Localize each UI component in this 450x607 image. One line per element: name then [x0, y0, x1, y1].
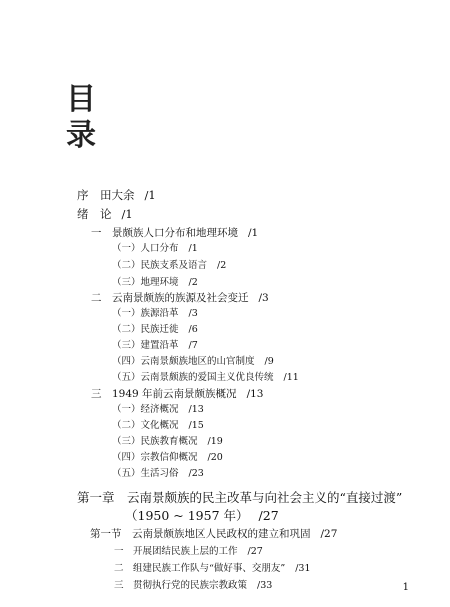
toc-entry-page: /27 — [247, 546, 263, 557]
toc-entry-title: （五）生活习俗 — [112, 468, 179, 479]
toc-entry-title: 第一节 云南景颇族地区人民政权的建立和巩固 — [90, 528, 311, 540]
toc-entry — [91, 293, 269, 304]
toc-entry — [114, 547, 263, 557]
toc-entry-title: （三）地理环境 — [112, 277, 179, 288]
toc-entry-page: /1 — [188, 243, 198, 254]
toc-entry-page: /3 — [188, 308, 198, 319]
toc-entry-page: /6 — [188, 324, 198, 335]
toc-entry-page: /20 — [207, 452, 223, 463]
toc-entry — [112, 309, 198, 319]
toc-entry-title: 二 云南景颇族的族源及社会变迁 — [91, 292, 249, 304]
toc-entry — [112, 278, 198, 288]
toc-entry-title: （五）云南景颇族的爱国主义优良传统 — [112, 372, 274, 383]
toc-entry-page: /13 — [246, 388, 264, 400]
toc-entry-page: /9 — [264, 356, 274, 367]
toc-entry — [77, 209, 133, 221]
toc-entry — [112, 357, 274, 367]
toc-entry-title: （一）经济概况 — [112, 404, 179, 415]
toc-entry-page: /1 — [248, 227, 259, 239]
heading-char-lu: 录 — [66, 118, 96, 153]
toc-entry — [112, 421, 204, 431]
toc-entry-title: 第一章 云南景颇族的民主改革与向社会主义的“直接过渡” — [77, 490, 403, 505]
toc-entry-title: （二）民族支系及语言 — [112, 260, 208, 271]
toc-entry-title: 序 田大余 — [77, 188, 135, 202]
toc-entry-page: /27 — [320, 528, 338, 540]
toc-entry-page: /7 — [188, 340, 198, 351]
toc-entry — [112, 325, 198, 335]
toc-entry-title: （1950 ~ 1957 年） — [125, 508, 249, 523]
toc-entry-title: （三）民族教育概况 — [112, 436, 198, 447]
toc-entry — [112, 469, 204, 479]
toc-entry-title: （一）人口分布 — [112, 243, 179, 254]
toc-entry — [112, 405, 204, 415]
toc-entry-title: 二 组建民族工作队与“做好事、交朋友” — [114, 563, 286, 574]
toc-entry — [77, 190, 156, 202]
toc-entry-page: /2 — [188, 277, 198, 288]
toc-entry-title: （三）建置沿革 — [112, 340, 179, 351]
toc-entry — [90, 529, 337, 540]
toc-entry — [91, 389, 263, 400]
toc-entry-title: （二）民族迁徙 — [112, 324, 179, 335]
toc-entry-title: （四）宗教信仰概况 — [112, 452, 198, 463]
toc-entry — [125, 510, 279, 523]
toc-entry-page: /1 — [121, 207, 133, 221]
toc-entry — [77, 492, 402, 505]
toc-entry-title: 一 开展团结民族上层的工作 — [114, 546, 238, 557]
toc-entry-title: 一 景颇族人口分布和地理环境 — [91, 227, 238, 239]
toc-entry — [112, 437, 223, 447]
toc-entry — [112, 261, 226, 271]
toc-entry-page: /11 — [283, 372, 299, 383]
toc-entry-page: /3 — [258, 292, 269, 304]
toc-entry-page: /31 — [295, 563, 311, 574]
toc-entry-page: /1 — [144, 188, 156, 202]
toc-entry-page: /15 — [188, 420, 204, 431]
toc-entry-title: （四）云南景颇族地区的山官制度 — [112, 356, 255, 367]
toc-entry-title: 三 1949 年前云南景颇族概况 — [91, 388, 237, 400]
toc-entry — [114, 564, 311, 574]
toc-entry — [114, 581, 272, 591]
toc-entry-page: /33 — [257, 580, 273, 591]
toc-entry — [112, 453, 223, 463]
toc-entry-page: /19 — [207, 436, 223, 447]
toc-entry-title: （二）文化概况 — [112, 420, 179, 431]
toc-entry — [91, 228, 258, 239]
page-number: 1 — [402, 582, 409, 593]
toc-entry-page: /13 — [188, 404, 204, 415]
toc-entry-title: （一）族源沿革 — [112, 308, 179, 319]
toc-entry — [112, 341, 198, 351]
toc-entry-title: 绪 论 — [77, 207, 112, 221]
toc-entry-title: 三 贯彻执行党的民族宗教政策 — [114, 580, 248, 591]
heading-char-mu: 目 — [66, 82, 96, 117]
toc-entry-page: /2 — [217, 260, 227, 271]
toc-entry-page: /23 — [188, 468, 204, 479]
toc-entry-page: /27 — [258, 508, 279, 523]
toc-entry — [112, 244, 198, 254]
toc-entry — [112, 373, 299, 383]
